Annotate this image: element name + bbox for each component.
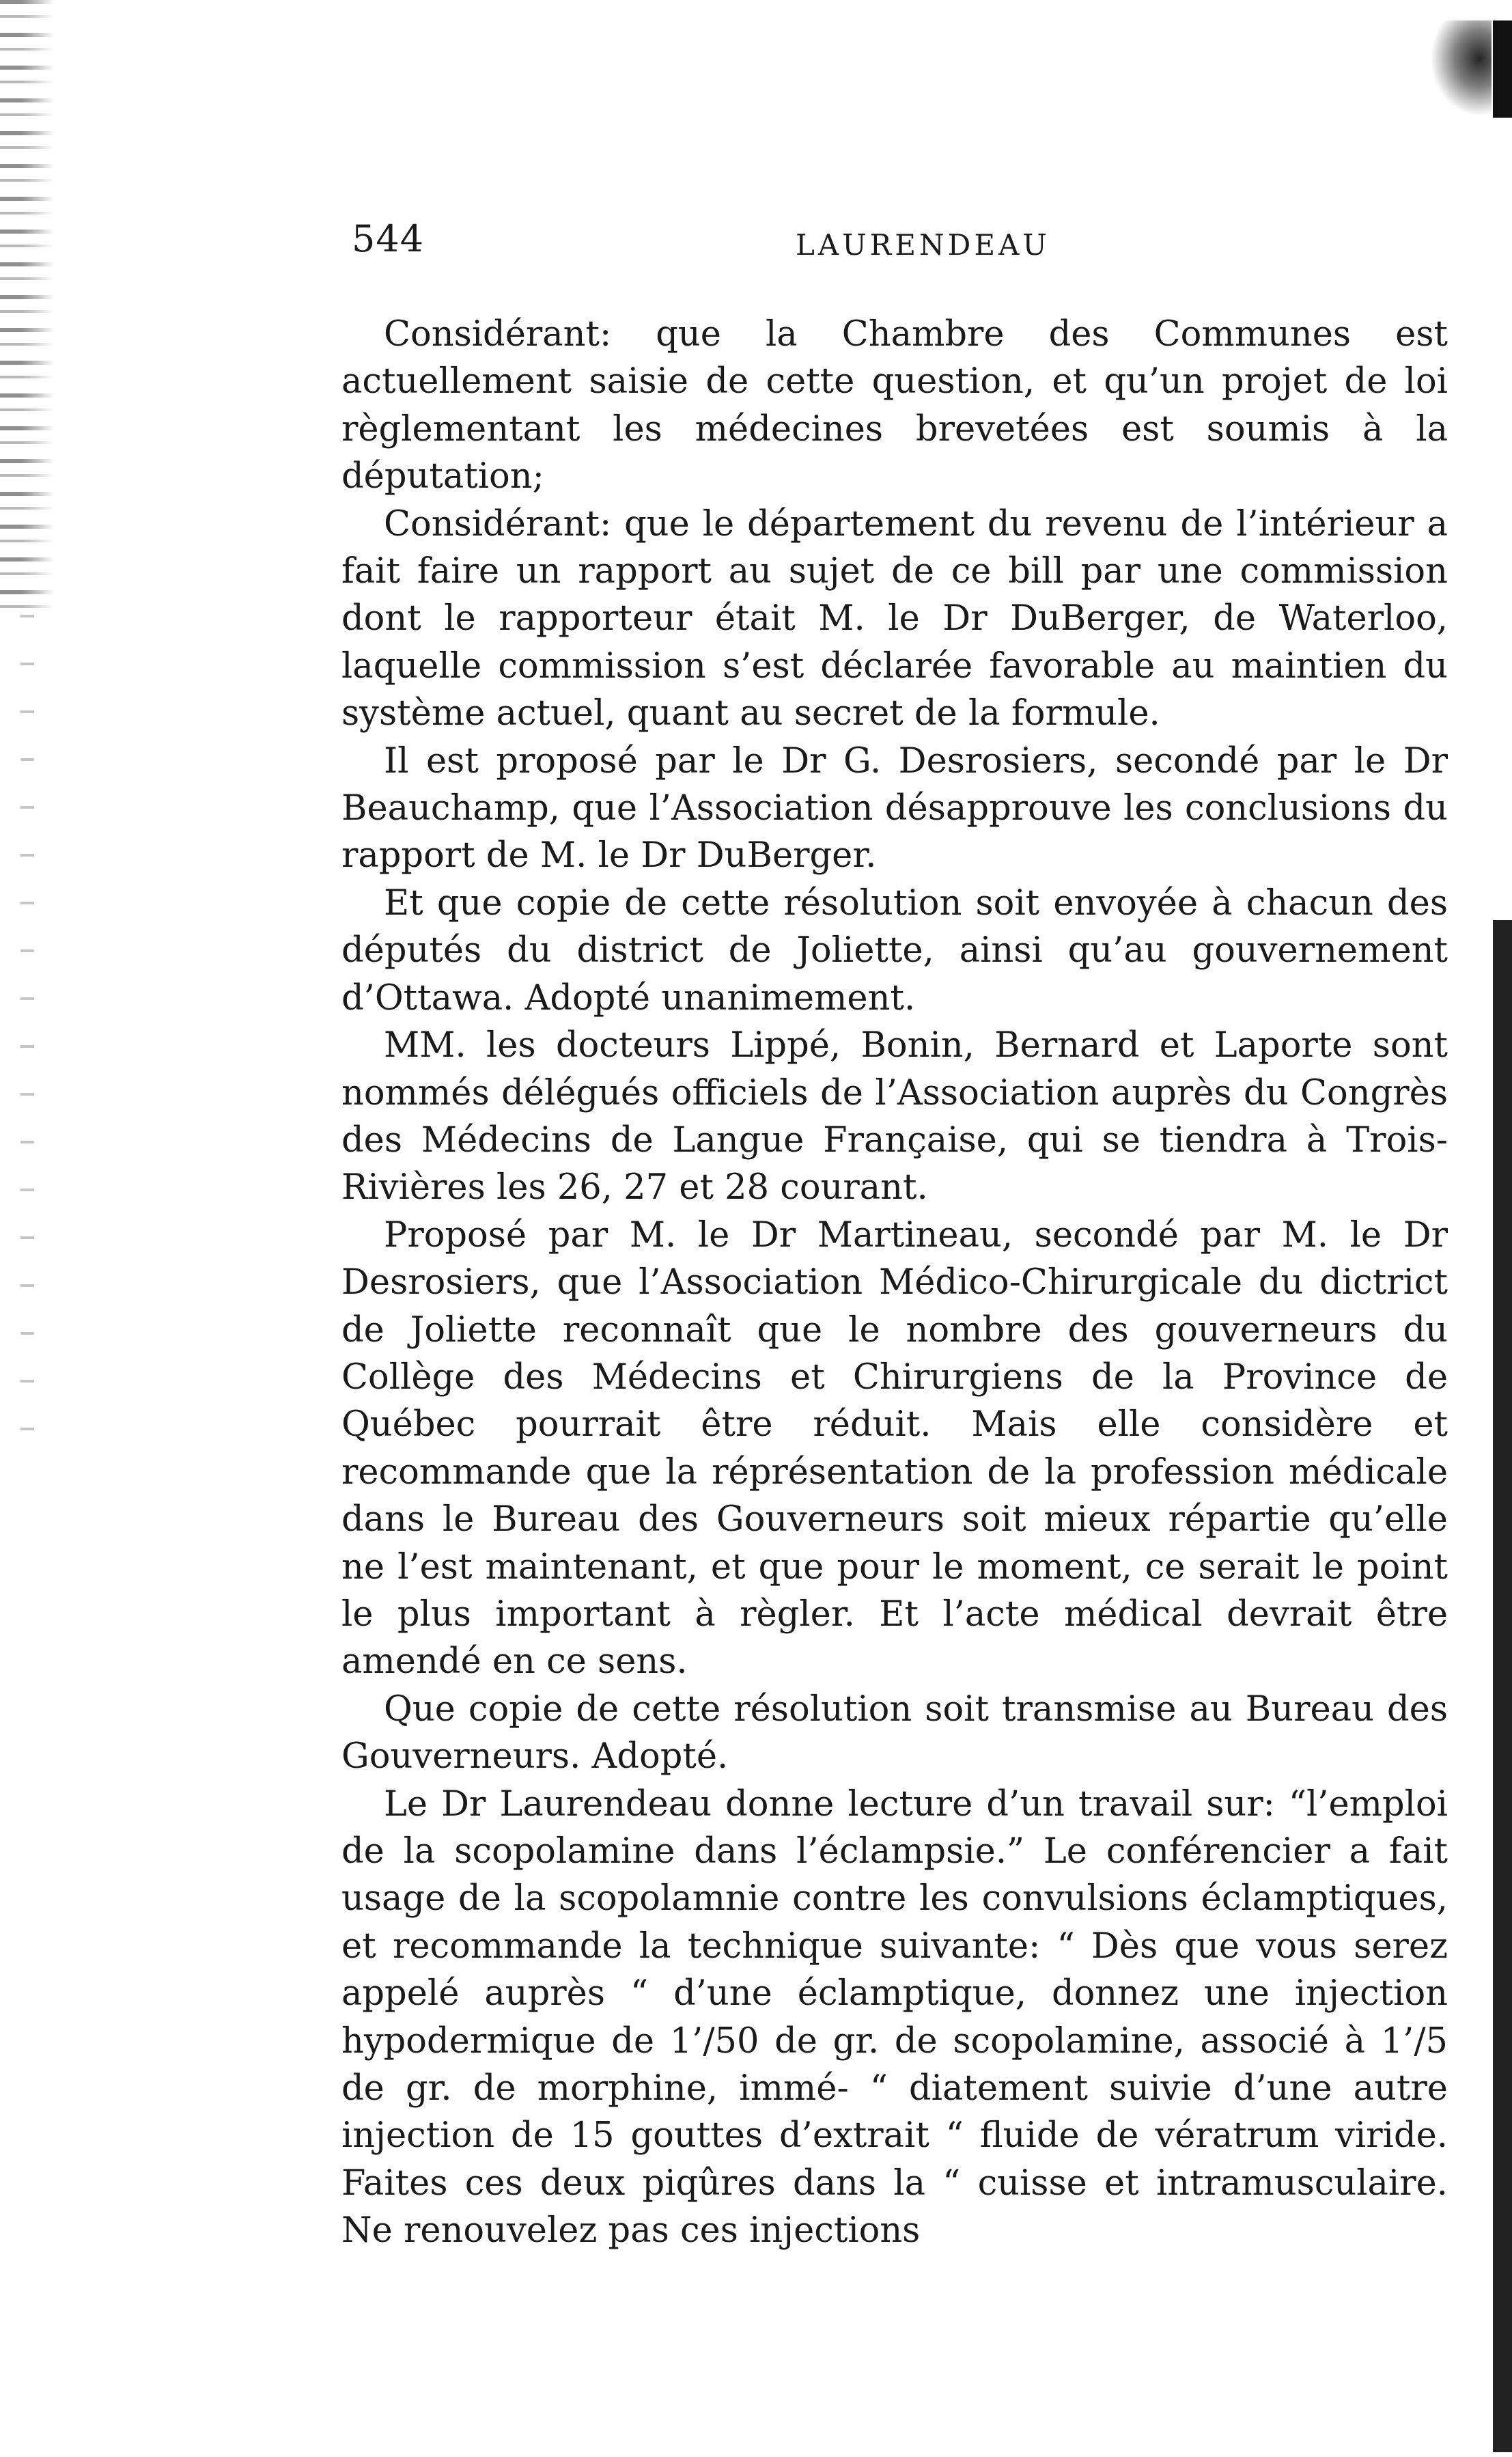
paragraph: Il est proposé par le Dr G. Desrosiers, secondé par le Dr Beauchamp, que l’Association désapprouve les conclusions du rapport de M. le Dr DuBerger.	[341, 740, 1448, 876]
paragraph: Et que copie de cette résolution soit envoyée à chacun des députés du district de Joliette, ainsi qu’au gouvernement d’Ottawa. Adopté unanimement.	[341, 883, 1448, 1018]
paragraph: Que copie de cette résolution soit transmise au Bureau des Gouverneurs. Adopté.	[341, 1689, 1448, 1777]
running-head: LAURENDEAU	[796, 228, 1050, 262]
paragraph: Proposé par M. le Dr Martineau, secondé par M. le Dr Desrosiers, que l’Association Médico-Chirurgicale du dictrict de Joliette reconnaît que le nombre des gouverneurs du Collège des Médecins et Chirurgiens de la Province de Québec pourrait être réduit. Mais elle considère et recommande que la réprésentation de la profession médicale dans le Bureau des Gouverneurs soit mieux répartie qu’elle ne l’est maintenant, et que pour le moment, ce serait le point le plus important à règler. Et l’acte médical devrait être amendé en ce sens.	[341, 1214, 1448, 1682]
scan-edge-right	[1493, 20, 1512, 2452]
scan-edge-right-notch	[1430, 20, 1492, 116]
scan-edge-left	[0, 0, 55, 615]
page-number: 544	[352, 217, 425, 260]
text-body	[341, 311, 1448, 2255]
paragraph: Considérant: que le département du revenu de l’intérieur a fait faire un rapport au sujet de ce bill par une commission dont le rapporteur était M. le Dr DuBerger, de Waterloo, laquelle commission s’est déclarée favorable au maintien du système actuel, quant au secret de la formule.	[341, 503, 1448, 734]
page-header	[352, 217, 1458, 279]
paragraph: Considérant: que la Chambre des Communes est actuellement saisie de cette question, et qu’un projet de loi règlementant les médecines brevetées est soumis à la députation;	[341, 314, 1448, 497]
paragraph: Le Dr Laurendeau donne lecture d’un travail sur: “l’emploi de la scopolamine dans l’éclampsie.” Le conférencier a fait usage de la scopolamnie contre les convulsions éclamptiques, et recommande la technique suivante: “ Dès que vous serez appelé auprès “ d’une éclamptique, donnez une injection hypodermique de 1’/50 de gr. de scopolamine, associé à 1’/5 de gr. de morphine, immé- “ diatement suivie d’une autre injection de 15 gouttes d’extrait “ fluide de vératrum viride. Faites ces deux piqûres dans la “ cuisse et intramusculaire. Ne renouvelez pas ces injections	[341, 1783, 1448, 2251]
scan-edge-left-specks	[20, 615, 34, 1434]
paragraph: MM. les docteurs Lippé, Bonin, Bernard et Laporte sont nommés délégués officiels de l’Association auprès du Congrès des Médecins de Langue Française, qui se tiendra à Trois-Rivières les 26, 27 et 28 courant.	[341, 1025, 1448, 1208]
